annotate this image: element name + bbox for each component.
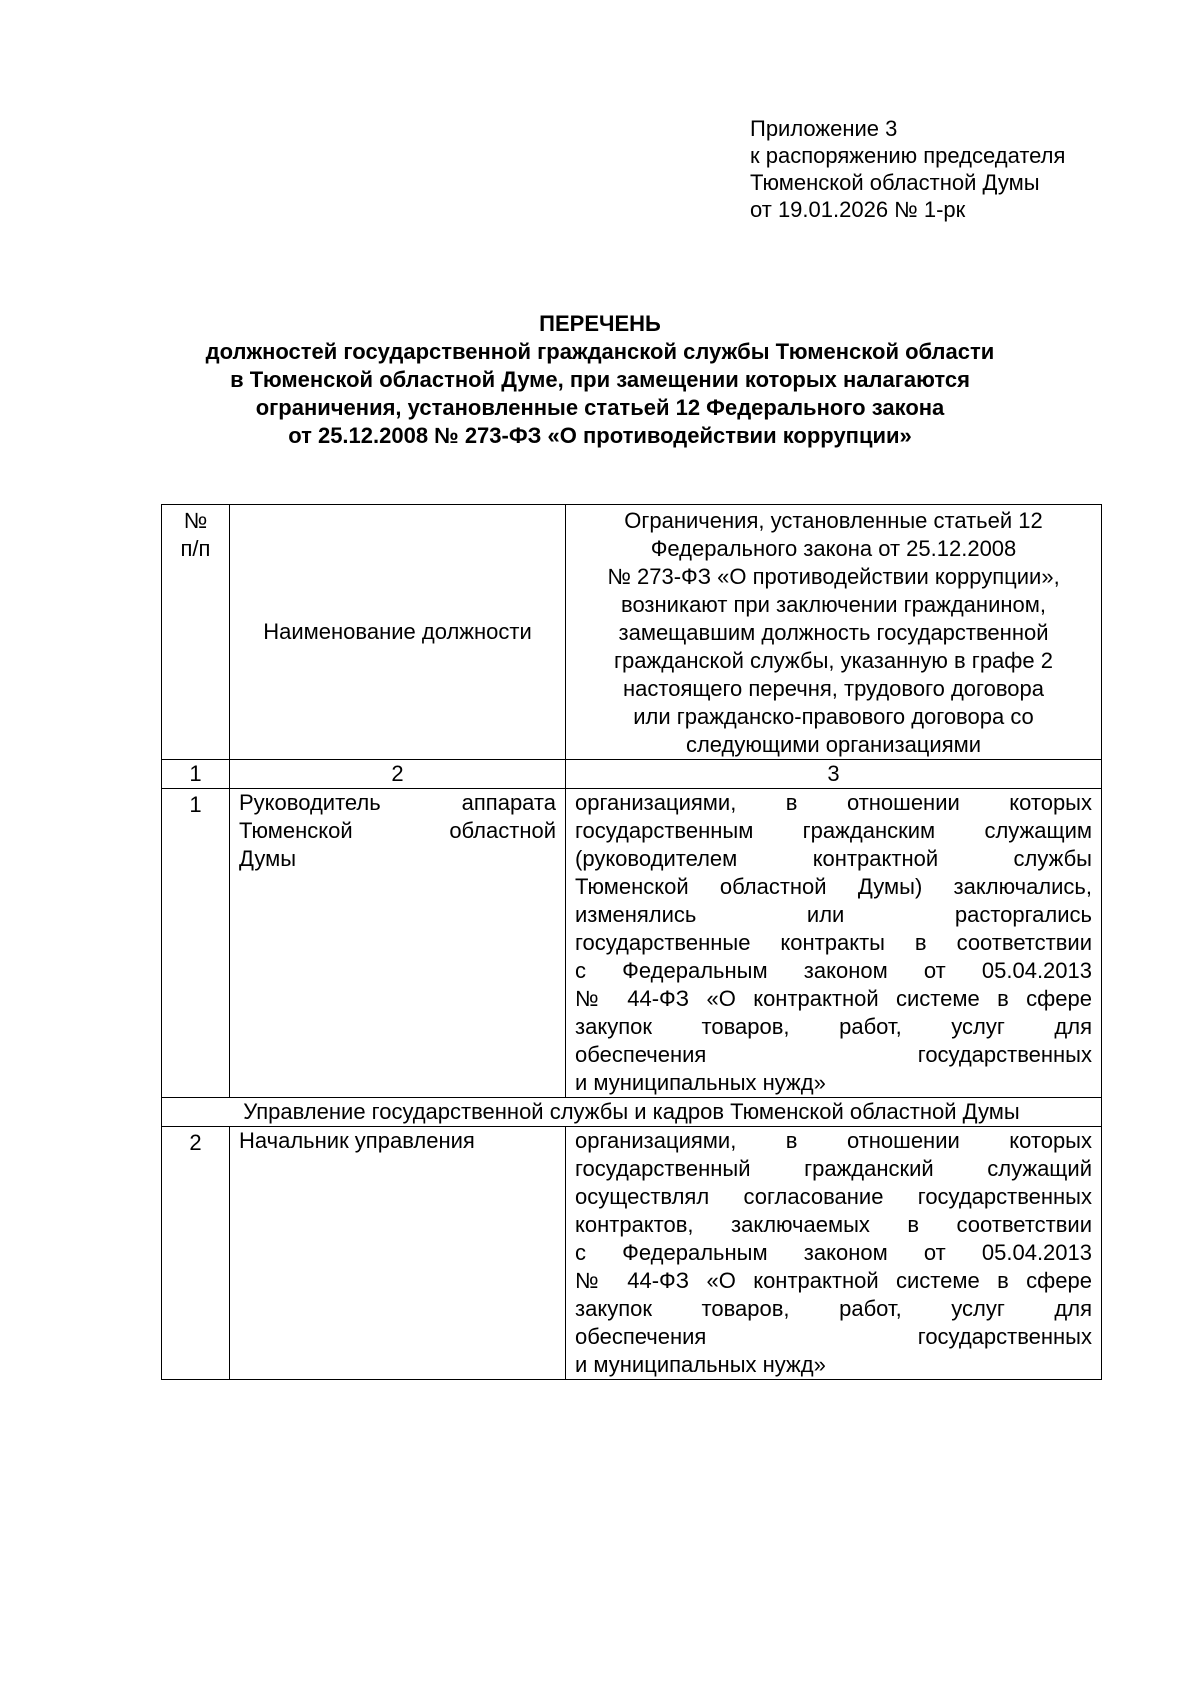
title-line: должностей государственной гражданской службы Тюменской области [205, 339, 995, 364]
restriction-line: с Федеральным законом от 05.04.2013 [575, 1240, 1092, 1265]
restriction-line: осуществлял согласование государственных [575, 1184, 1092, 1209]
annex-line: к распоряжению председателя [750, 143, 1066, 168]
title-heading: ПЕРЕЧЕНЬ [539, 311, 661, 336]
restriction-text [566, 1127, 1102, 1380]
header-restriction-line: Ограничения, установленные статьей 12 [624, 508, 1043, 533]
section-row [162, 1098, 1102, 1127]
header-restriction-line: замещавшим должность государственной [618, 620, 1049, 645]
title-line: в Тюменской областной Думе, при замещении которых налагаются [230, 367, 970, 392]
position-name [230, 789, 566, 1098]
annex-line: от 19.01.2026 № 1-рк [750, 197, 966, 222]
restriction-line: с Федеральным законом от 05.04.2013 [575, 958, 1092, 983]
row-number: 2 [162, 1127, 230, 1380]
restriction-line: закупок товаров, работ, услуг для [575, 1296, 1092, 1321]
position-line: Думы [239, 846, 297, 871]
restriction-line: контрактов, заключаемых в соответствии [575, 1212, 1092, 1237]
positions-table [161, 504, 1102, 1380]
header-restriction-line: гражданской службы, указанную в графе 2 [614, 648, 1053, 673]
restriction-line: Тюменской областной Думы) заключались, [575, 874, 1092, 899]
restriction-line: закупок товаров, работ, услуг для [575, 1014, 1092, 1039]
table-row [162, 1127, 1102, 1380]
header-restriction-line: возникают при заключении гражданином, [621, 592, 1046, 617]
restriction-line: (руководителем контрактной службы [575, 846, 1092, 871]
header-restriction-line: следующими организациями [685, 732, 982, 757]
column-index-row [162, 760, 1102, 789]
annex-block [750, 115, 1065, 223]
column-index: 2 [230, 760, 566, 789]
restriction-line: № 44-ФЗ «О контрактной системе в сфере [575, 986, 1092, 1011]
restriction-line: и муниципальных нужд» [575, 1352, 826, 1377]
position-name: Начальник управления [230, 1127, 566, 1380]
table-header-row [162, 505, 1102, 760]
restriction-line: государственные контракты в соответствии [575, 930, 1092, 955]
table-row [162, 789, 1102, 1098]
restriction-line: организациями, в отношении которых [575, 790, 1092, 815]
row-number: 1 [162, 789, 230, 1098]
title-line: от 25.12.2008 № 273-ФЗ «О противодействии коррупции» [288, 423, 912, 448]
header-number-line: п/п [180, 536, 211, 561]
document-title [100, 310, 1100, 450]
column-index: 3 [566, 760, 1102, 789]
restriction-line: государственный гражданский служащий [575, 1156, 1092, 1181]
restriction-line: обеспечения государственных [575, 1324, 1092, 1349]
header-restriction-line: № 273-ФЗ «О противодействии коррупции», [607, 564, 1060, 589]
restriction-line: и муниципальных нужд» [575, 1070, 826, 1095]
restriction-line: изменялись или расторгались [575, 902, 1092, 927]
header-position-cell: Наименование должности [230, 505, 566, 760]
position-line: Руководитель аппарата [239, 790, 556, 815]
header-restriction-line: Федерального закона от 25.12.2008 [650, 536, 1017, 561]
annex-line: Приложение 3 [750, 116, 898, 141]
restriction-line: государственным гражданским служащим [575, 818, 1092, 843]
position-line: Тюменской областной [239, 818, 556, 843]
annex-line: Тюменской областной Думы [750, 170, 1040, 195]
title-line: ограничения, установленные статьей 12 Федерального закона [255, 395, 945, 420]
restriction-line: обеспечения государственных [575, 1042, 1092, 1067]
restriction-line: организациями, в отношении которых [575, 1128, 1092, 1153]
header-number-line: № [183, 508, 208, 533]
restriction-line: № 44-ФЗ «О контрактной системе в сфере [575, 1268, 1092, 1293]
section-title: Управление государственной службы и кадров Тюменской областной Думы [162, 1098, 1102, 1127]
restriction-text [566, 789, 1102, 1098]
header-number-cell [162, 505, 230, 760]
header-restriction-line: или гражданско-правового договора со [633, 704, 1034, 729]
header-restriction-cell [566, 505, 1102, 760]
column-index: 1 [162, 760, 230, 789]
header-restriction-line: настоящего перечня, трудового договора [623, 676, 1044, 701]
